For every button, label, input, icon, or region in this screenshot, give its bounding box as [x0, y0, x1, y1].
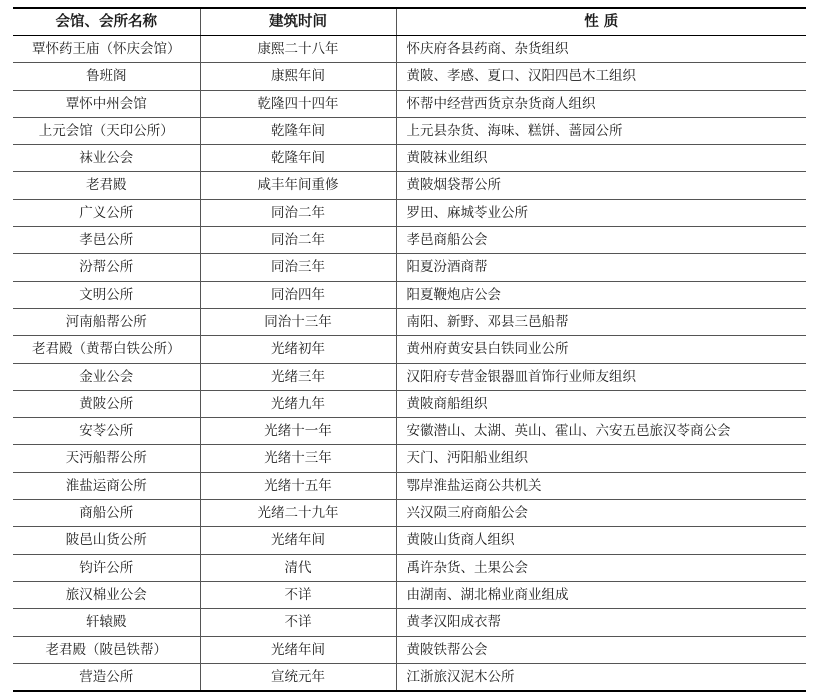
cell-time: 乾隆四十四年 [200, 90, 396, 117]
table-row [13, 472, 806, 499]
table-row [13, 581, 806, 608]
cell-time: 光绪二十九年 [200, 500, 396, 527]
cell-name: 陂邑山货公所 [13, 527, 200, 554]
guild-table [13, 7, 806, 692]
cell-time: 不详 [200, 609, 396, 636]
cell-name: 老君殿 [13, 172, 200, 199]
cell-nature: 汉阳府专营金银器皿首饰行业师友组织 [396, 363, 806, 390]
cell-nature: 怀帮中经营西货京杂货商人组织 [396, 90, 806, 117]
cell-nature: 黄陂商船组织 [396, 390, 806, 417]
table-row [13, 254, 806, 281]
cell-name: 老君殿（陂邑铁帮） [13, 636, 200, 663]
table-body [13, 36, 806, 692]
cell-name: 金业公会 [13, 363, 200, 390]
table-row [13, 500, 806, 527]
cell-name: 旅汉棉业公会 [13, 581, 200, 608]
cell-name: 上元会馆（天印公所） [13, 117, 200, 144]
table-row [13, 418, 806, 445]
cell-name: 广义公所 [13, 199, 200, 226]
cell-time: 康熙年间 [200, 63, 396, 90]
cell-nature: 安徽潜山、太湖、英山、霍山、六安五邑旅汉苓商公会 [396, 418, 806, 445]
table-row [13, 390, 806, 417]
table-row [13, 527, 806, 554]
table-row [13, 63, 806, 90]
table-row [13, 117, 806, 144]
cell-time: 乾隆年间 [200, 145, 396, 172]
cell-nature: 江浙旅汉泥木公所 [396, 663, 806, 691]
cell-nature: 天门、沔阳船业组织 [396, 445, 806, 472]
cell-time: 光绪十一年 [200, 418, 396, 445]
table-row [13, 199, 806, 226]
cell-nature: 上元县杂货、海味、糕饼、蔷园公所 [396, 117, 806, 144]
guild-table-container [13, 7, 806, 692]
cell-nature: 罗田、麻城苓业公所 [396, 199, 806, 226]
cell-name: 河南船帮公所 [13, 308, 200, 335]
table-row [13, 554, 806, 581]
cell-name: 老君殿（黄帮白铁公所） [13, 336, 200, 363]
table-row [13, 145, 806, 172]
cell-time: 不详 [200, 581, 396, 608]
cell-name: 鲁班阁 [13, 63, 200, 90]
table-row [13, 227, 806, 254]
header-name: 会馆、会所名称 [13, 8, 200, 36]
header-nature: 性 质 [396, 8, 806, 36]
cell-nature: 阳夏汾酒商帮 [396, 254, 806, 281]
table-row [13, 90, 806, 117]
cell-name: 商船公所 [13, 500, 200, 527]
cell-name: 覃怀药王庙（怀庆会馆） [13, 36, 200, 63]
cell-time: 宣统元年 [200, 663, 396, 691]
cell-nature: 兴汉陨三府商船公会 [396, 500, 806, 527]
cell-name: 营造公所 [13, 663, 200, 691]
cell-name: 袜业公会 [13, 145, 200, 172]
cell-name: 天沔船帮公所 [13, 445, 200, 472]
cell-time: 同治四年 [200, 281, 396, 308]
cell-nature: 南阳、新野、邓县三邑船帮 [396, 308, 806, 335]
cell-time: 康熙二十八年 [200, 36, 396, 63]
cell-nature: 黄陂烟袋帮公所 [396, 172, 806, 199]
cell-name: 文明公所 [13, 281, 200, 308]
cell-time: 乾隆年间 [200, 117, 396, 144]
cell-name: 钧许公所 [13, 554, 200, 581]
cell-time: 清代 [200, 554, 396, 581]
table-row [13, 445, 806, 472]
cell-nature: 黄陂、孝感、夏口、汉阳四邑木工组织 [396, 63, 806, 90]
cell-name: 黄陂公所 [13, 390, 200, 417]
cell-nature: 黄陂铁帮公会 [396, 636, 806, 663]
cell-time: 同治三年 [200, 254, 396, 281]
cell-nature: 黄陂袜业组织 [396, 145, 806, 172]
cell-name: 淮盐运商公所 [13, 472, 200, 499]
cell-time: 光绪十三年 [200, 445, 396, 472]
header-row [13, 8, 806, 36]
table-row [13, 308, 806, 335]
cell-time: 同治十三年 [200, 308, 396, 335]
cell-time: 咸丰年间重修 [200, 172, 396, 199]
table-row [13, 336, 806, 363]
table-row [13, 636, 806, 663]
cell-time: 同治二年 [200, 199, 396, 226]
cell-nature: 由湖南、湖北棉业商业组成 [396, 581, 806, 608]
header-time: 建筑时间 [200, 8, 396, 36]
cell-time: 光绪年间 [200, 636, 396, 663]
table-row [13, 663, 806, 691]
cell-nature: 黄孝汉阳成衣帮 [396, 609, 806, 636]
cell-name: 孝邑公所 [13, 227, 200, 254]
table-row [13, 172, 806, 199]
cell-nature: 黄州府黄安县白铁同业公所 [396, 336, 806, 363]
cell-time: 光绪三年 [200, 363, 396, 390]
cell-nature: 孝邑商船公会 [396, 227, 806, 254]
table-row [13, 609, 806, 636]
cell-time: 光绪十五年 [200, 472, 396, 499]
cell-nature: 黄陂山货商人组织 [396, 527, 806, 554]
table-row [13, 36, 806, 63]
cell-nature: 禹许杂货、土果公会 [396, 554, 806, 581]
cell-nature: 鄂岸淮盐运商公共机关 [396, 472, 806, 499]
cell-time: 光绪九年 [200, 390, 396, 417]
cell-name: 安苓公所 [13, 418, 200, 445]
table-row [13, 363, 806, 390]
cell-time: 同治二年 [200, 227, 396, 254]
cell-time: 光绪初年 [200, 336, 396, 363]
cell-name: 轩辕殿 [13, 609, 200, 636]
cell-nature: 阳夏鞭炮店公会 [396, 281, 806, 308]
cell-time: 光绪年间 [200, 527, 396, 554]
cell-name: 覃怀中州会馆 [13, 90, 200, 117]
cell-nature: 怀庆府各县药商、杂货组织 [396, 36, 806, 63]
cell-name: 汾帮公所 [13, 254, 200, 281]
table-row [13, 281, 806, 308]
